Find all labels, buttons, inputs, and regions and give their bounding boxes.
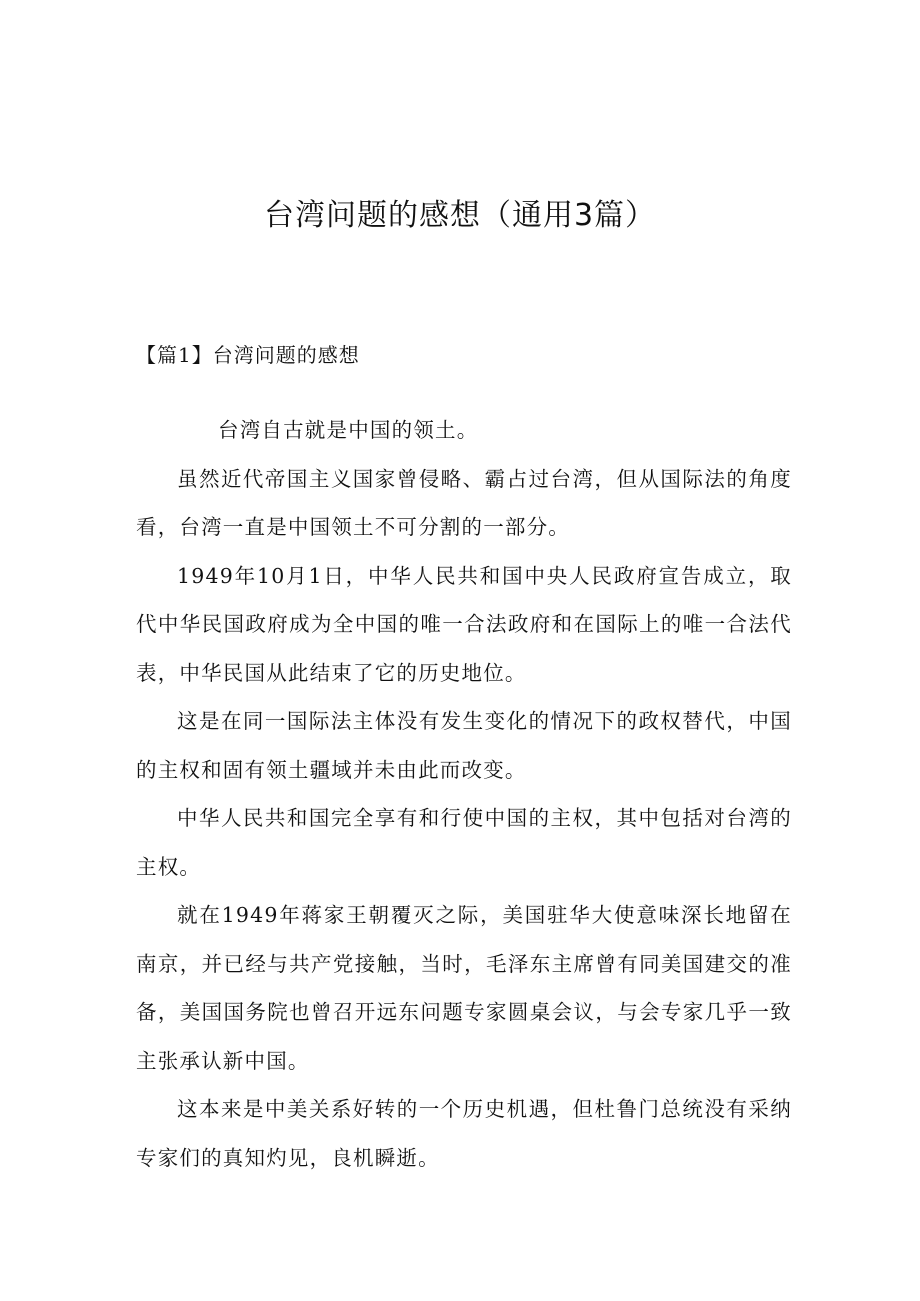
document-title: 台湾问题的感想（通用3篇） [263, 198, 657, 233]
paragraph: 这本来是中美关系好转的一个历史机遇，但杜鲁门总统没有采纳专家们的真知灼见，良机瞬逝。 [136, 1097, 792, 1170]
section-heading: 【篇1】台湾问题的感想 [136, 343, 360, 367]
paragraph: 就在1949年蒋家王朝覆灭之际，美国驻华大使意味深长地留在南京，并已经与共产党接触，当时，毛泽东主席曾有同美国建交的准备，美国国务院也曾召开远东问题专家圆桌会议，与会专家几乎一致主张承认新中国。 [136, 903, 792, 1073]
paragraph: 1949年10月1日，中华人民共和国中央人民政府宣告成立，取代中华民国政府成为全中国的唯一合法政府和在国际上的唯一合法代表，中华民国从此结束了它的历史地位。 [136, 563, 792, 685]
paragraph: 中华人民共和国完全享有和行使中国的主权，其中包括对台湾的主权。 [136, 806, 792, 879]
paragraph: 台湾自古就是中国的领土。 [218, 418, 479, 442]
paragraph: 虽然近代帝国主义国家曾侵略、霸占过台湾，但从国际法的角度看，台湾一直是中国领土不可分割的一部分。 [136, 466, 792, 539]
body-text [136, 406, 792, 1182]
paragraph: 这是在同一国际法主体没有发生变化的情况下的政权替代，中国的主权和固有领土疆域并未由此而改变。 [136, 709, 792, 782]
